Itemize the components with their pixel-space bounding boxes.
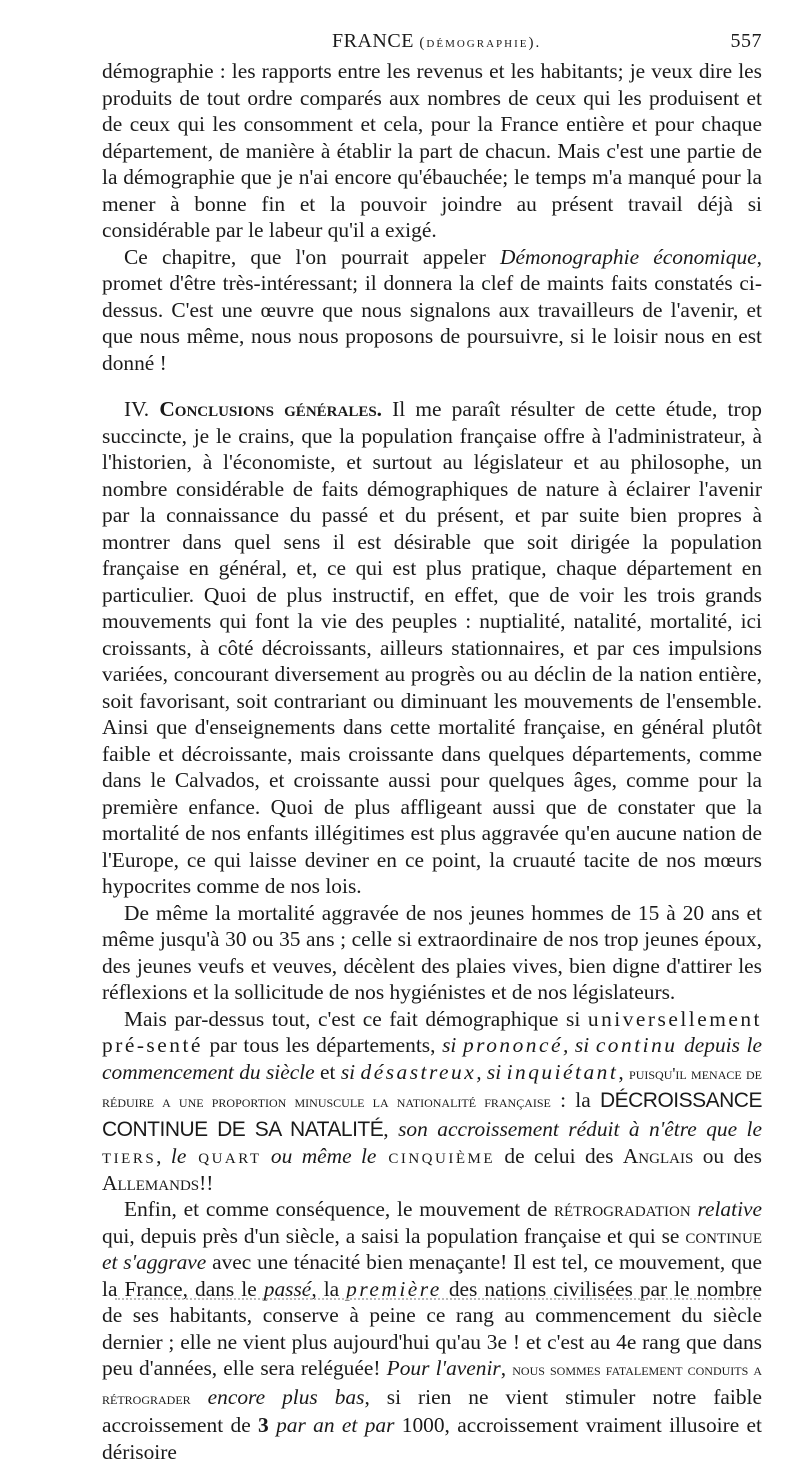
paragraph-1: démographie : les rapports entre les revenus et les habitants; je veux dire les produits de tout ordre comparés aux nombres de ceux qui les produisent et de ceux qui les consomment et cela, pour la France entière et pour chaque département, de manière à établir la part de chacun. Mais c'est une partie de la démographie que je n'ai encore qu'ébauchée; le temps m'a manqué pour la mener à bonne fin et la pouvoir joindre au présent travail déjà si considérable par le labeur qu'il a exigé.: [102, 59, 762, 242]
paragraph-6: Enfin, et comme conséquence, le mouvement de rétrogradation relative qui, depuis près d'un siècle, a saisi la population française et qui se continue et s'aggrave avec une ténacité bien menaçante! Il est tel, ce mouvement, que la France, dans le passé, la première des nations civilisées par le nombre de ses habitants, conserve à peine ce rang au commencement du siècle dernier ; elle ne vient plus aujourd'hui qu'au 3e ! et c'est au 4e rang que dans peu d'années, elle sera reléguée! Pour l'avenir, nous sommes fatalement conduits a rétrograder encore plus bas, si rien ne vient stimuler notre faible accroissement de 3 par an et par 1000, accroissement vraiment illusoire et dérisoire: [102, 1197, 763, 1464]
page-body: [102, 58, 762, 1465]
paragraph-4: De même la mortalité aggravée de nos jeunes hommes de 15 à 20 ans et même jusqu'à 30 ou 35 ans ; celle si extraordinaire de nos trop jeunes époux, des jeunes veufs et veuves, décèlent des plaies vives, bien digne d'attirer les réflexions et la sollicitude de nos hygiénistes et de nos législateurs.: [102, 900, 762, 1004]
emphasis-natalite: DÉCROISSANCE CONTINUE DE SA NATALITÉ: [102, 1089, 762, 1141]
paragraph-conclusions: IV. Conclusions générales. Il me paraît résulter de cette étude, trop succincte, je le crains, que la population française offre à l'administrateur, à l'historien, à l'économiste, et surtout au législateur et au philosophe, un nombre considérable de faits démographiques de nature à éclairer l'avenir par la connaissance du passé et du présent, et par suite bien propres à montrer dans quel sens il est désirable que soit dirigée la population française en général, et, ce qui est plus pratique, chaque département en particulier. Quoi de plus instructif, en effet, que de voir les trois grands mouvements qui font la vie des peuples : nuptialité, natalité, mortalité, ici croissants, à côté décroissants, ailleurs stationnaires, et par ces impulsions variées, concourant diversement au progrès ou au déclin de la nation entière, soit favorisant, soit contrariant ou diminuant les mouvements de l'ensemble. Ainsi que d'enseignements dans cette mortalité française, en général plutôt faible et décroissante, mais croissante dans quelques départements, comme dans le Calvados, et croissante aussi pour quelques âges, comme pour la première enfance. Quoi de plus affligeant aussi que de constater que la mortalité de nos enfants illégitimes est plus aggravée qu'en aucune nation de l'Europe, ce qui laisse deviner en ce point, la cruauté tacite de nos mœurs hypocrites comme de nos lois.: [102, 397, 762, 898]
section-number: IV.: [124, 397, 150, 421]
section-heading: Conclusions générales.: [159, 397, 383, 421]
running-title: FRANCE (démographie).: [332, 30, 542, 52]
paragraph-5: Mais par-dessus tout, c'est ce fait démographique si universellement pré-senté par tous les départements, si prononcé, si continu depuis le commencement du siècle et si désastreux, si inquiétant, puisqu'il menace de réduire a une proportion minuscule la nationalité française : la DÉCROISSANCE CONTINUE DE SA NATALITÉ, son accroissement réduit à n'être que le tiers, le quart ou même le cinquième de celui des Anglais ou des Allemands!!: [102, 1006, 763, 1195]
bottom-rule: [115, 1298, 760, 1303]
running-header: [102, 24, 762, 54]
page-number: 557: [730, 30, 762, 52]
paragraph-2: Ce chapitre, que l'on pourrait appeler Démonographie économique, promet d'être très-intéressant; il donnera la clef de maints faits constatés ci-dessus. C'est une œuvre que nous signalons aux travailleurs de l'avenir, et que nous même, nous nous proposons de poursuivre, si le loisir nous en est donné !: [102, 244, 762, 375]
